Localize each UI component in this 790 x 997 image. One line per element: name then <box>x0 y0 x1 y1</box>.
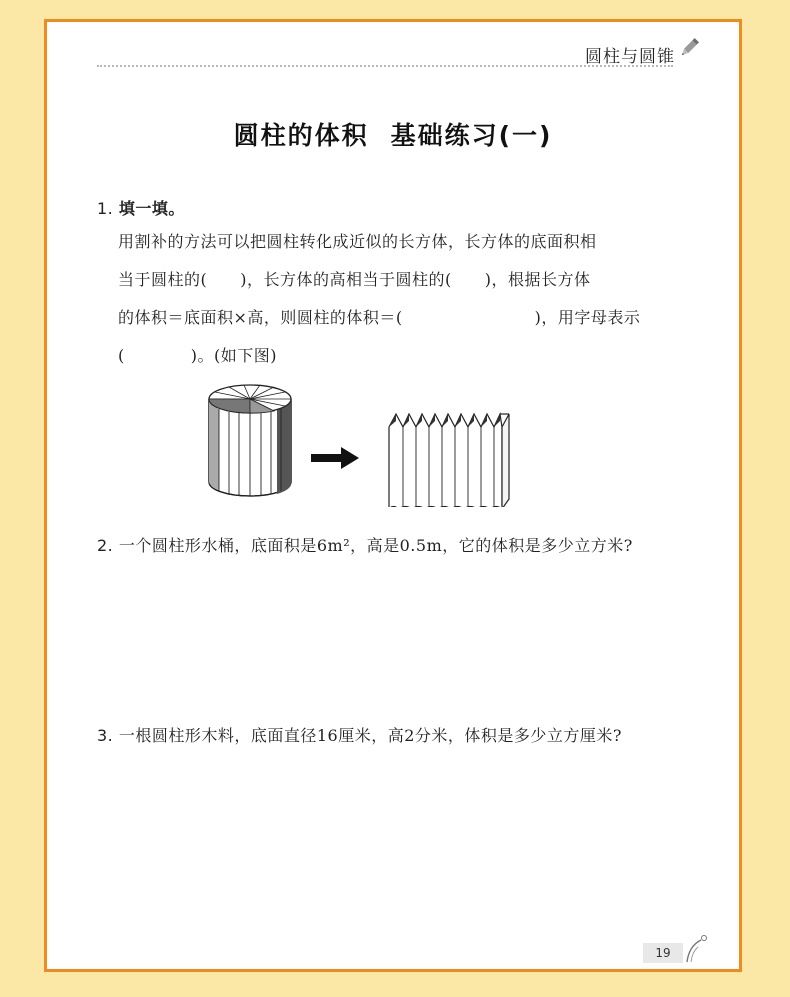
approximate-cuboid-drawing <box>385 414 513 507</box>
worksheet-page <box>44 19 742 972</box>
title-exercise: 基础练习(一) <box>390 121 553 150</box>
question-3-number: 3. <box>97 726 114 745</box>
cylinder-to-cuboid-figure <box>197 377 527 507</box>
page-number: 19 <box>643 943 683 963</box>
question-3-text: 一根圆柱形木料，底面直径16厘米，高2分米，体积是多少立方厘米? <box>118 726 622 745</box>
header-divider <box>97 65 673 67</box>
question-1-line-3: 的体积＝底面积×高，则圆柱的体积＝( )，用字母表示 <box>118 308 641 327</box>
question-2-number: 2. <box>97 536 114 555</box>
question-1-line-2: 当于圆柱的( )，长方体的高相当于圆柱的( )，根据长方体 <box>118 270 591 289</box>
question-3 <box>97 723 622 746</box>
sliced-cylinder-drawing <box>209 385 291 496</box>
question-1-label: 填一填。 <box>118 199 185 218</box>
swirl-decoration-icon <box>683 932 711 964</box>
chapter-header: 圆柱与圆锥 <box>585 47 675 67</box>
question-1-number: 1. <box>97 199 114 218</box>
pencil-icon <box>677 36 701 60</box>
page-title <box>47 116 739 152</box>
transform-arrow-icon <box>311 447 359 469</box>
title-topic: 圆柱的体积 <box>233 121 369 150</box>
question-2-text: 一个圆柱形水桶，底面积是6m²，高是0.5m，它的体积是多少立方米? <box>118 536 633 555</box>
question-2 <box>97 533 633 556</box>
question-1-line-1: 用割补的方法可以把圆柱转化成近似的长方体，长方体的底面积相 <box>118 232 597 251</box>
question-1-line-4: ( )。(如下图) <box>118 346 277 365</box>
question-1-heading <box>97 196 185 219</box>
